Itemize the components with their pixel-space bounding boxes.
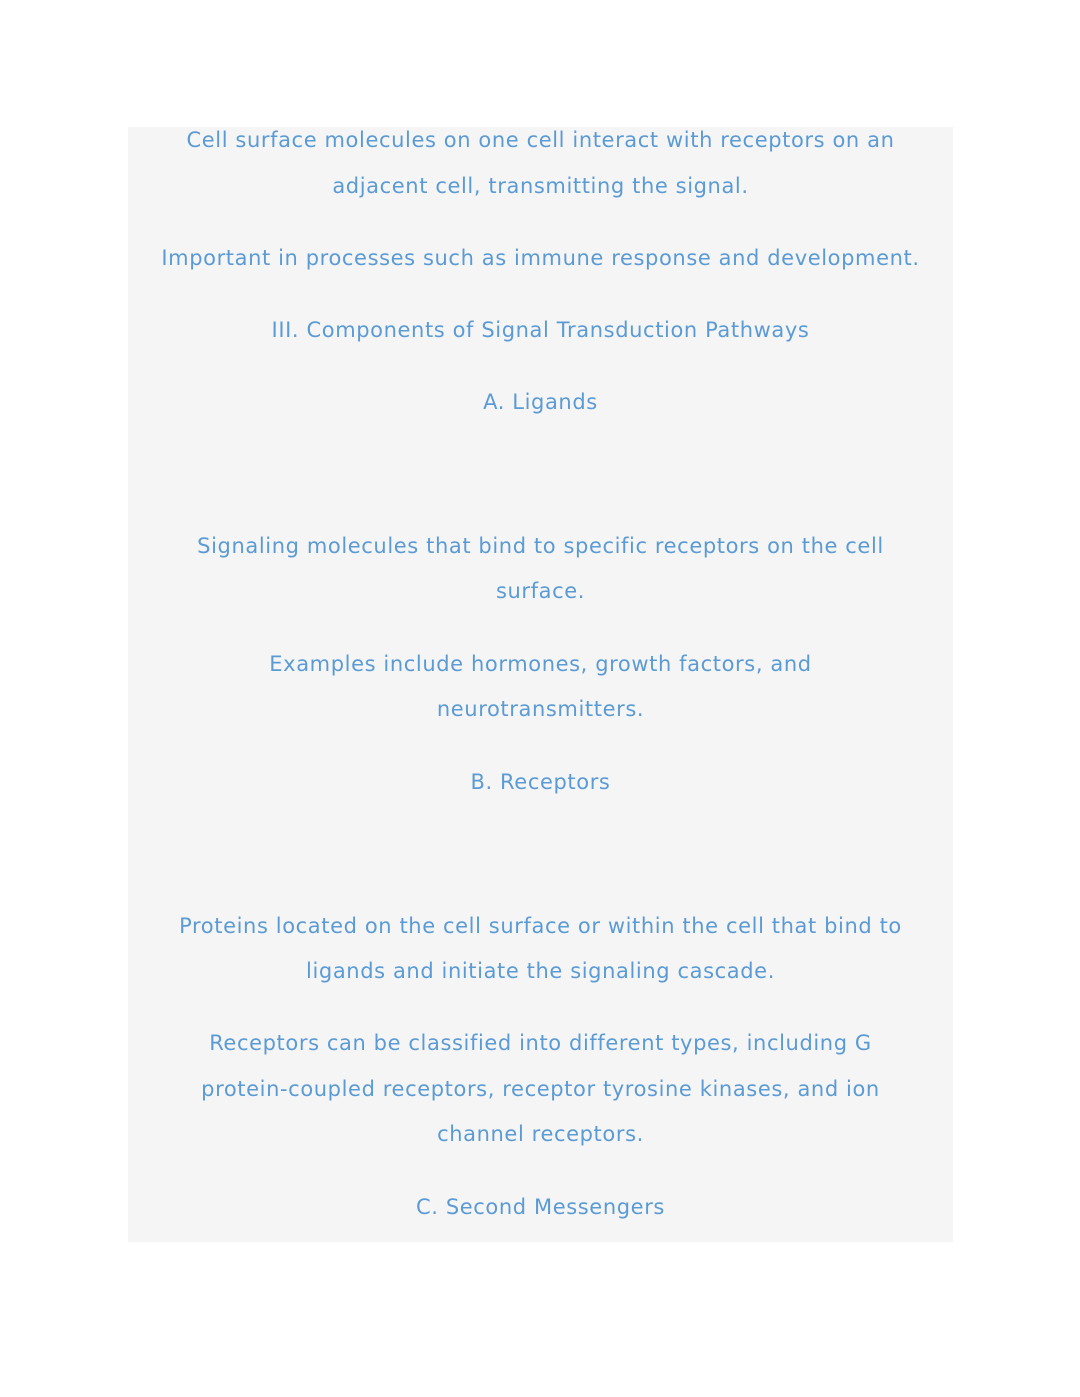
paragraph-line: Cell surface molecules on one cell interact with receptors on an xyxy=(186,128,895,152)
paragraph-line: Receptors can be classified into different types, including G xyxy=(209,1031,872,1055)
paragraph-line: neurotransmitters. xyxy=(436,697,645,721)
document-page xyxy=(128,127,953,1242)
subheading-ligands: A. Ligands xyxy=(483,390,598,414)
section-heading-iii: III. Components of Signal Transduction Pathways xyxy=(271,318,810,342)
paragraph-line: Proteins located on the cell surface or within the cell that bind to xyxy=(179,914,902,938)
paragraph-line: surface. xyxy=(495,579,586,603)
subheading-second-messengers: C. Second Messengers xyxy=(416,1195,665,1219)
paragraph-line: Examples include hormones, growth factors, and xyxy=(269,652,812,676)
paragraph-line: adjacent cell, transmitting the signal. xyxy=(332,174,749,198)
paragraph-line: channel receptors. xyxy=(437,1122,644,1146)
paragraph-line: protein-coupled receptors, receptor tyrosine kinases, and ion xyxy=(201,1077,880,1101)
paragraph-line: ligands and initiate the signaling cascade. xyxy=(306,959,775,983)
paragraph-line: Important in processes such as immune response and development. xyxy=(161,246,920,270)
subheading-receptors: B. Receptors xyxy=(470,770,611,794)
paragraph-line: Signaling molecules that bind to specific receptors on the cell xyxy=(197,534,884,558)
